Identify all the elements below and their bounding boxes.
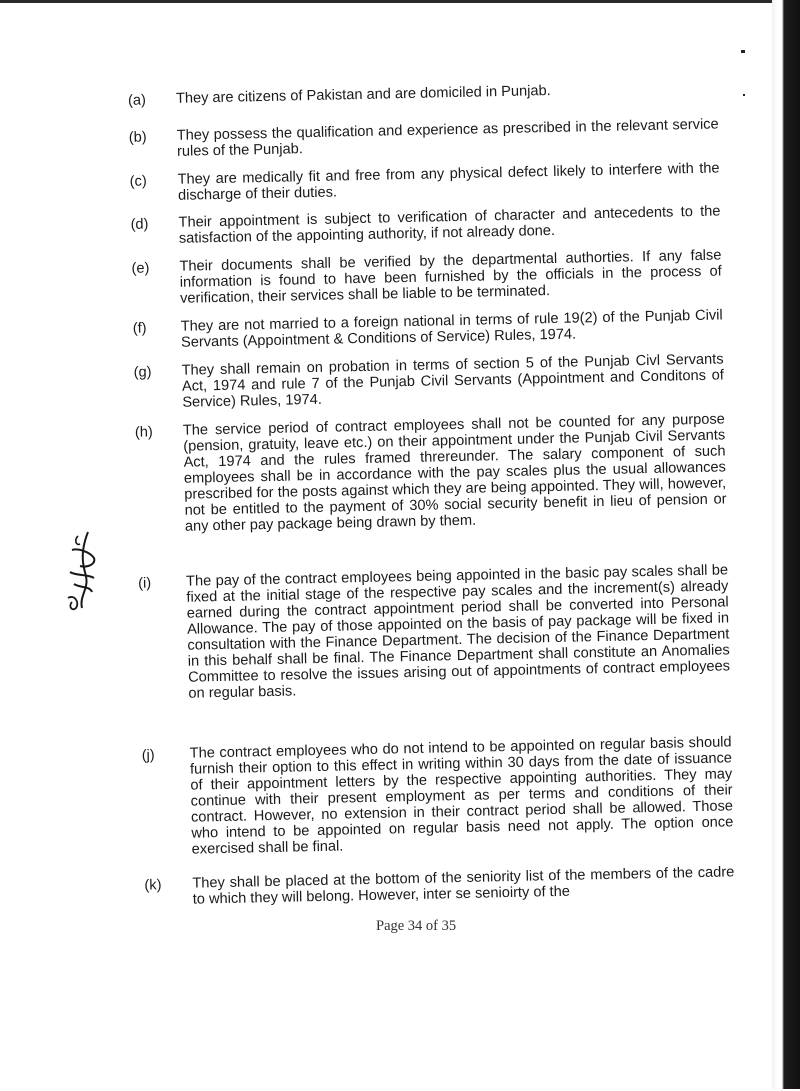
clause-k	[144, 864, 735, 908]
clause-f	[133, 307, 724, 351]
clause-label: (b)	[128, 129, 147, 146]
clause-text: They shall remain on probation in terms of section 5 of the Punjab Civl Servants Act, 1974 and rule 7 of the Punjab Civil Servants (Appointment and Conditons of Service) Rules, 1974.	[181, 351, 725, 411]
clause-label: (i)	[137, 575, 152, 592]
clause-text: They are not married to a foreign national in terms of rule 19(2) of the Punjab Civil Servants (Appointment & Conditions of Service) Rules, 1974.	[180, 307, 723, 351]
clause-label: (j)	[141, 747, 155, 764]
clause-c	[130, 160, 721, 204]
clause-text: The service period of contract employees shall not be counted for any purpose (pension, gratuity, leave etc.) on their appointment under the Punjab Civil Servants Act, 1974 and the rules framed threreunder. The salary component of such employees shall be in accordance with the pay scales plus the usual allowances prescribed for the posts against which they are being appointed. They will, however, not be entitled to the payment of 30% social security benefit in lieu of pension or any other pay package being drawn by them.	[182, 411, 727, 535]
clause-text: They shall be placed at the bottom of the seniority list of the members of the cadre to which they will belong. However, inter se senioirty of the	[192, 864, 735, 908]
clause-i	[138, 562, 731, 702]
clause-text: The contract employees who do not intend to be appointed on regular basis should furnish their option to this effect in writing within 30 days from the date of issuance of their appointment letters by the respective appointing authorities. They may continue with their present employment as per terms and conditions of their contract. However, no extension in their contract period shall be allowed. Those who intend to be appointed on regular basis need not apply. The option once exercised shall be final.	[189, 734, 734, 858]
clause-label: (k)	[144, 877, 162, 894]
clause-label: (a)	[127, 92, 147, 109]
clause-text: They are citizens of Pakistan and are domiciled in Punjab.	[175, 82, 551, 107]
clause-text: They are medically fit and free from any physical defect likely to interfere with the discharge of their duties.	[177, 160, 720, 204]
clause-g	[134, 351, 725, 411]
clause-h	[135, 411, 727, 535]
clause-e	[131, 247, 722, 307]
clause-text: The pay of the contract employees being appointed in the basic pay scales shall be fixed at the initial stage of the respective pay scales and the increment(s) already earned during the contract appointment period shall be converted into Personal Allowance. The pay of those appointed on the basis of pay package will be fixed in consultation with the Finance Department. The decision of the Finance Department in this behalf shall be final. The Finance Department shall constitute an Anomalies Committee to resolve the issues arising out of appointments of contract employees on regular basis.	[185, 562, 731, 702]
clause-text: Their appointment is subject to verification of character and antecedents to the satisfaction of the appointing authority, if not already done.	[178, 203, 721, 247]
clause-label: (d)	[130, 216, 149, 233]
clause-label: (g)	[133, 364, 152, 381]
handwritten-initials	[58, 528, 102, 614]
clause-label: (c)	[129, 173, 147, 190]
clause-text: They possess the qualification and experience as prescribed in the relevant service rules of the Punjab.	[176, 116, 719, 160]
clause-b	[129, 116, 720, 160]
clause-d	[130, 203, 721, 247]
clause-label: (h)	[134, 424, 153, 441]
clause-label: (f)	[132, 320, 147, 337]
clause-label: (e)	[131, 260, 150, 277]
page-number: Page 34 of 35	[376, 918, 457, 934]
clause-text: Their documents shall be verified by the departmental authorties. If any false information is found to have been furnished by the officials in the process of verification, their services shall be liable to be terminated.	[179, 247, 722, 307]
clause-j	[142, 734, 734, 858]
clause-a	[128, 79, 718, 107]
